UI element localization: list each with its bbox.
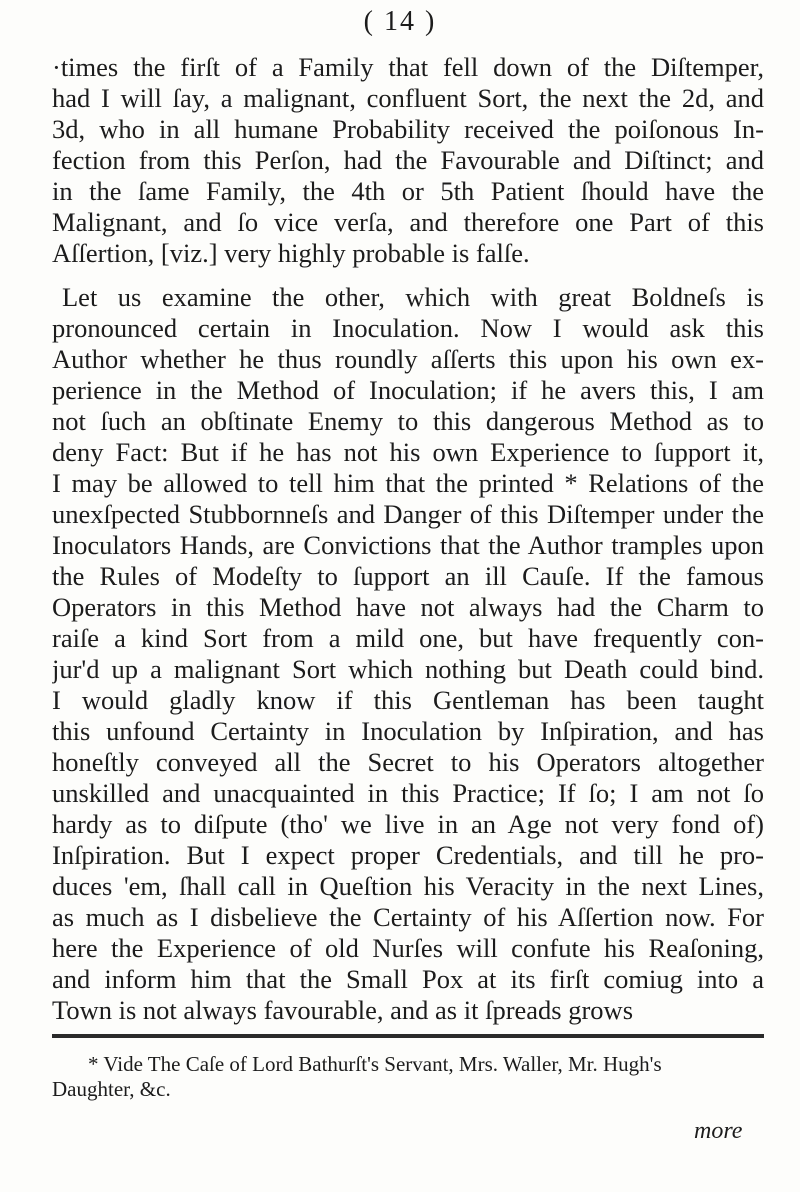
text-line: I may be allowed to tell him that the printed * Relations of the [52, 468, 764, 498]
text-line: 3d, who in all humane Probability received the poiſonous In- [52, 114, 764, 144]
text-line: ·times the firſt of a Family that fell down of the Diſtemper, [52, 52, 764, 82]
text-line: and inform him that the Small Pox at its firſt comiug into a [52, 964, 764, 994]
text-line: Malignant, and ſo vice verſa, and therefore one Part of this [52, 207, 764, 237]
text-line: pronounced certain in Inoculation. Now I would ask this [52, 313, 764, 343]
footnote-divider [52, 1034, 764, 1038]
text-line: fection from this Perſon, had the Favourable and Diſtinct; and [52, 145, 764, 175]
text-line: deny Fact: But if he has not his own Experience to ſupport it, [52, 437, 764, 467]
footnote [52, 1052, 764, 1102]
text-line: here the Experience of old Nurſes will confute his Reaſoning, [52, 933, 764, 963]
text-line: I would gladly know if this Gentleman has been taught [52, 685, 764, 715]
footnote-line: Daughter, &c. [52, 1077, 171, 1101]
text-line: Inſpiration. But I expect proper Credentials, and till he pro- [52, 840, 764, 870]
text-line: this unfound Certainty in Inoculation by Inſpiration, and has [52, 716, 764, 746]
text-line: Author whether he thus roundly aſſerts this upon his own ex- [52, 344, 764, 374]
catchword: more [694, 1118, 743, 1144]
text-line: jur'd up a malignant Sort which nothing but Death could bind. [52, 654, 764, 684]
text-line: unexſpected Stubbornneſs and Danger of this Diſtemper under the [52, 499, 764, 529]
text-line: raiſe a kind Sort from a mild one, but have frequently con- [52, 623, 764, 653]
text-line: not ſuch an obſtinate Enemy to this dangerous Method as to [52, 406, 764, 436]
text-line: hardy as to diſpute (tho' we live in an Age not very fond of) [52, 809, 764, 839]
text-line: Operators in this Method have not always had the Charm to [52, 592, 764, 622]
text-line: Aſſertion, [viz.] very highly probable is falſe. [52, 238, 530, 268]
text-line: duces 'em, ſhall call in Queſtion his Veracity in the next Lines, [52, 871, 764, 901]
text-line: Town is not always favourable, and as it ſpreads grows [52, 995, 634, 1025]
text-line: Inoculators Hands, are Convictions that the Author tramples upon [52, 530, 764, 560]
text-line: as much as I disbelieve the Certainty of his Aſſertion now. For [52, 902, 764, 932]
body-text [52, 52, 764, 1026]
text-line: in the ſame Family, the 4th or 5th Patient ſhould have the [52, 176, 764, 206]
text-line: unskilled and unacquainted in this Practice; If ſo; I am not ſo [52, 778, 764, 808]
text-line: had I will ſay, a malignant, confluent Sort, the next the 2d, and [52, 83, 764, 113]
text-line: perience in the Method of Inoculation; if he avers this, I am [52, 375, 764, 405]
text-line: the Rules of Modeſty to ſupport an ill Cauſe. If the famous [52, 561, 764, 591]
text-line: honeſtly conveyed all the Secret to his Operators altogether [52, 747, 764, 777]
text-line: Let us examine the other, which with great Boldneſs is [62, 282, 764, 312]
footnote-line: * Vide The Caſe of Lord Bathurſt's Servant, Mrs. Waller, Mr. Hugh's [88, 1052, 662, 1076]
page-number: ( 14 ) [363, 6, 437, 37]
